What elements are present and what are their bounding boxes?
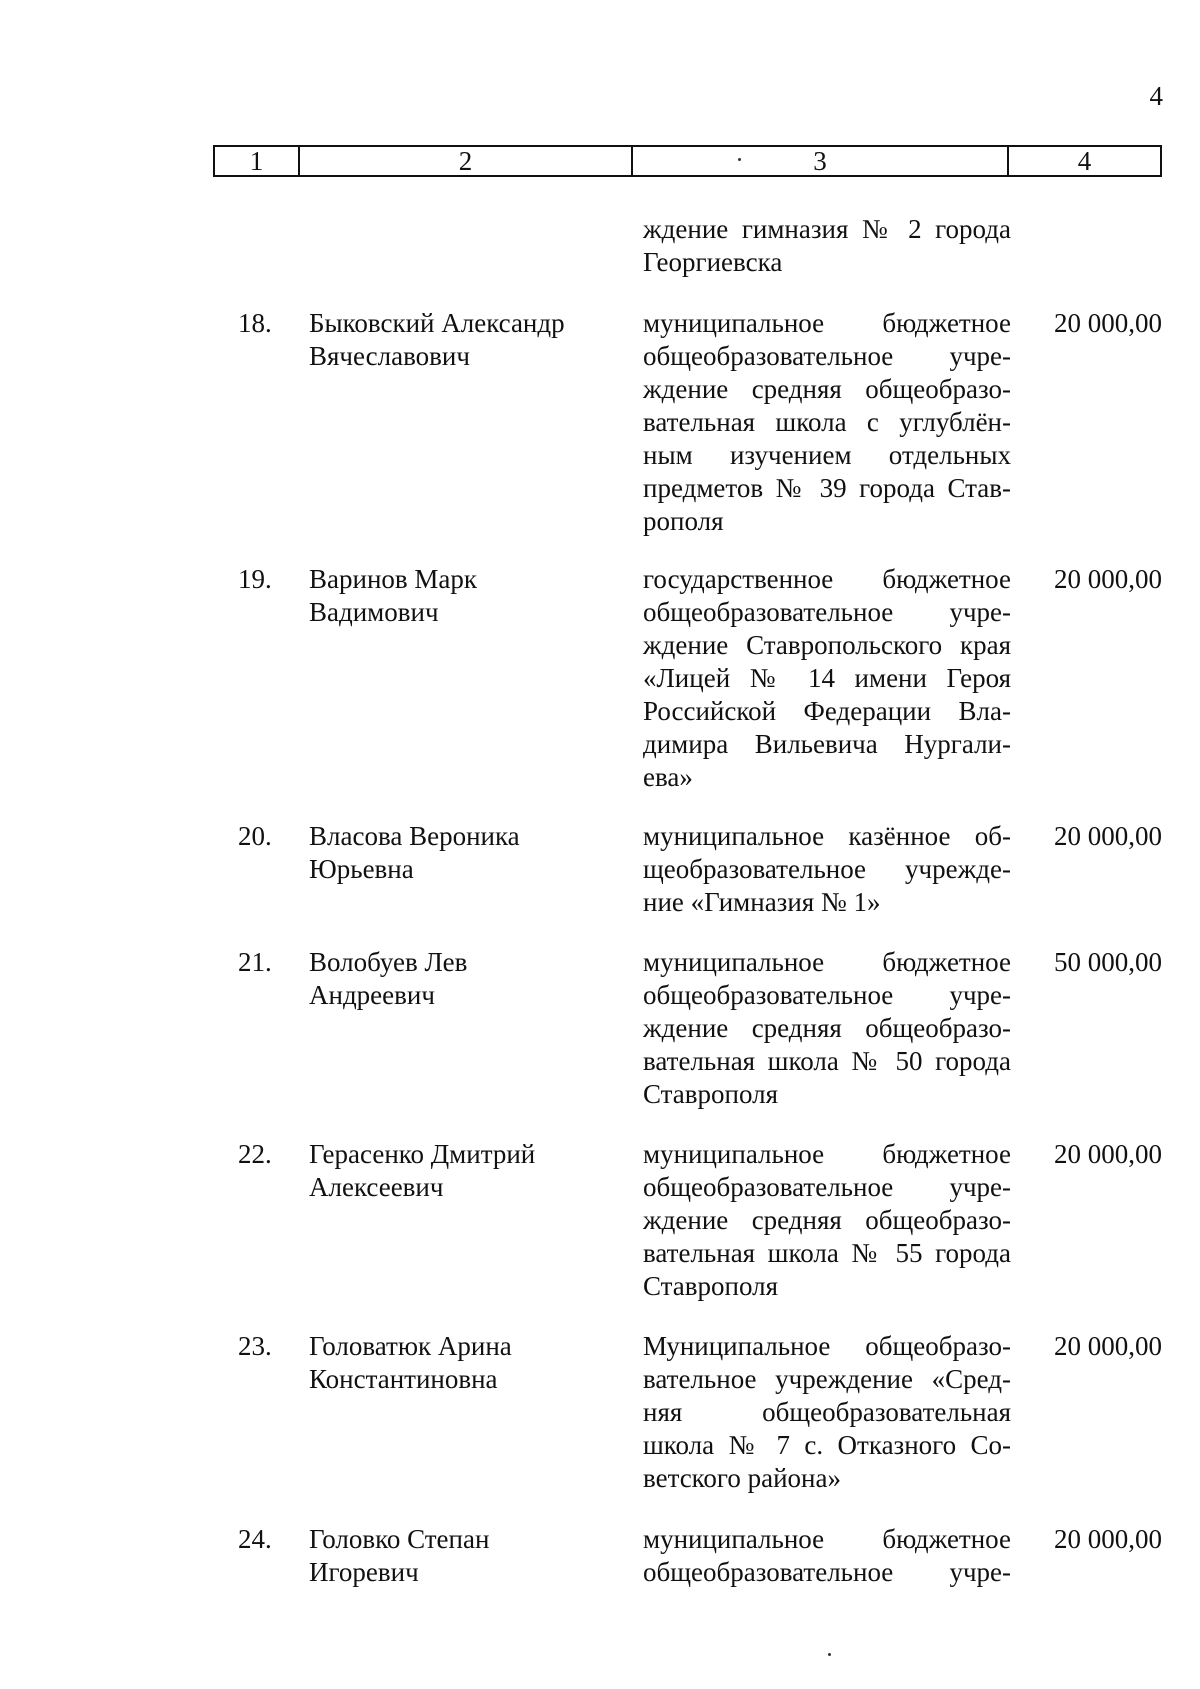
org-line: ева»: [643, 762, 693, 792]
continuation-organization: [643, 213, 1011, 279]
row-number: 18.: [238, 308, 272, 338]
scan-speck: [828, 1653, 831, 1656]
row-number: 19.: [238, 564, 272, 594]
org-line: ждение средняя общеобразо-: [643, 1205, 1011, 1235]
org-line: вательная школа № 55 города: [643, 1238, 1011, 1268]
org-line: «Лицей № 14 имени Героя: [643, 663, 1011, 693]
page-number: 4: [1149, 81, 1163, 111]
column-number-3: 3: [633, 147, 1009, 175]
org-line: ждение средняя общеобразо-: [643, 1013, 1011, 1043]
org-line: муниципальное бюджетное: [643, 308, 1011, 338]
person-name-line: Власова Вероника: [309, 821, 520, 851]
person-name-line: Вадимович: [309, 597, 439, 627]
org-line: ждение Ставропольского края: [643, 630, 1011, 660]
row-number: 24.: [238, 1524, 272, 1554]
award-amount: 20 000,00: [1054, 308, 1162, 338]
org-line: общеобразовательное учре-: [643, 597, 1011, 627]
org-line: вательная школа с углублён-: [643, 407, 1011, 437]
org-line: няя общеобразовательная: [643, 1397, 1011, 1427]
org-line: муниципальное бюджетное: [643, 1139, 1011, 1169]
org-line: ным изучением отдельных: [643, 440, 1011, 470]
person-name: [309, 1138, 609, 1204]
person-name: [309, 820, 609, 886]
person-name-line: Быковский Александр: [309, 308, 565, 338]
person-name-line: Головатюк Арина: [309, 1331, 512, 1361]
award-amount: 20 000,00: [1054, 821, 1162, 851]
row-number: 22.: [238, 1139, 272, 1169]
person-name: [309, 1523, 609, 1589]
person-name-line: Андреевич: [309, 980, 435, 1010]
org-line: Георгиевска: [643, 247, 783, 277]
org-line: ждение гимназия № 2 города: [643, 214, 1011, 244]
org-line: ние «Гимназия № 1»: [643, 887, 881, 917]
org-line: предметов № 39 города Став-: [643, 473, 1011, 503]
table-column-header: [213, 145, 1162, 177]
scan-speck: [738, 158, 741, 161]
column-number-2: 2: [300, 147, 633, 175]
column-number-4: 4: [1077, 146, 1092, 176]
organization-name: [643, 1523, 1011, 1589]
person-name-line: Юрьевна: [309, 854, 414, 884]
row-number: 21.: [238, 947, 272, 977]
org-line: Ставрополя: [643, 1079, 778, 1109]
org-line: димира Вильевича Нургали-: [643, 729, 1011, 759]
person-name-line: Герасенко Дмитрий: [309, 1139, 536, 1169]
org-line: муниципальное бюджетное: [643, 947, 1011, 977]
org-line: общеобразовательное учре-: [643, 980, 1011, 1010]
org-line: муниципальное бюджетное: [643, 1524, 1011, 1554]
org-line: муниципальное казённое об-: [643, 821, 1011, 851]
org-line: школа № 7 с. Отказного Со-: [643, 1430, 1011, 1460]
person-name-line: Константиновна: [309, 1364, 498, 1394]
award-amount: 20 000,00: [1054, 564, 1162, 594]
person-name-line: Головко Степан: [309, 1524, 490, 1554]
org-line: общеобразовательное учре-: [643, 1172, 1011, 1202]
person-name: [309, 563, 609, 629]
person-name: [309, 1330, 609, 1396]
organization-name: [643, 820, 1011, 919]
column-number-1: 1: [215, 147, 300, 175]
person-name-line: Вячеславович: [309, 341, 470, 371]
organization-name: [643, 946, 1011, 1111]
org-line: вательная школа № 50 города: [643, 1046, 1011, 1076]
award-amount: 20 000,00: [1054, 1139, 1162, 1169]
org-line: рополя: [643, 506, 724, 536]
person-name: [309, 946, 609, 1012]
org-line: Муниципальное общеобразо-: [643, 1331, 1011, 1361]
person-name-line: Алексеевич: [309, 1172, 444, 1202]
person-name: [309, 307, 609, 373]
org-line: щеобразовательное учрежде-: [643, 854, 1011, 884]
award-amount: 50 000,00: [1054, 947, 1162, 977]
row-number: 20.: [238, 821, 272, 851]
organization-name: [643, 1330, 1011, 1495]
person-name-line: Игоревич: [309, 1557, 419, 1587]
organization-name: [643, 563, 1011, 794]
person-name-line: Волобуев Лев: [309, 947, 468, 977]
org-line: Ставрополя: [643, 1271, 778, 1301]
org-line: общеобразовательное учре-: [643, 341, 1011, 371]
org-line: ветского района»: [643, 1463, 841, 1493]
award-amount: 20 000,00: [1054, 1331, 1162, 1361]
org-line: вательное учреждение «Сред-: [643, 1364, 1011, 1394]
org-line: Российской Федерации Вла-: [643, 696, 1011, 726]
organization-name: [643, 1138, 1011, 1303]
person-name-line: Варинов Марк: [309, 564, 477, 594]
row-number: 23.: [238, 1331, 272, 1361]
org-line: общеобразовательное учре-: [643, 1557, 1011, 1587]
org-line: ждение средняя общеобразо-: [643, 374, 1011, 404]
organization-name: [643, 307, 1011, 538]
award-amount: 20 000,00: [1054, 1524, 1162, 1554]
org-line: государственное бюджетное: [643, 564, 1011, 594]
